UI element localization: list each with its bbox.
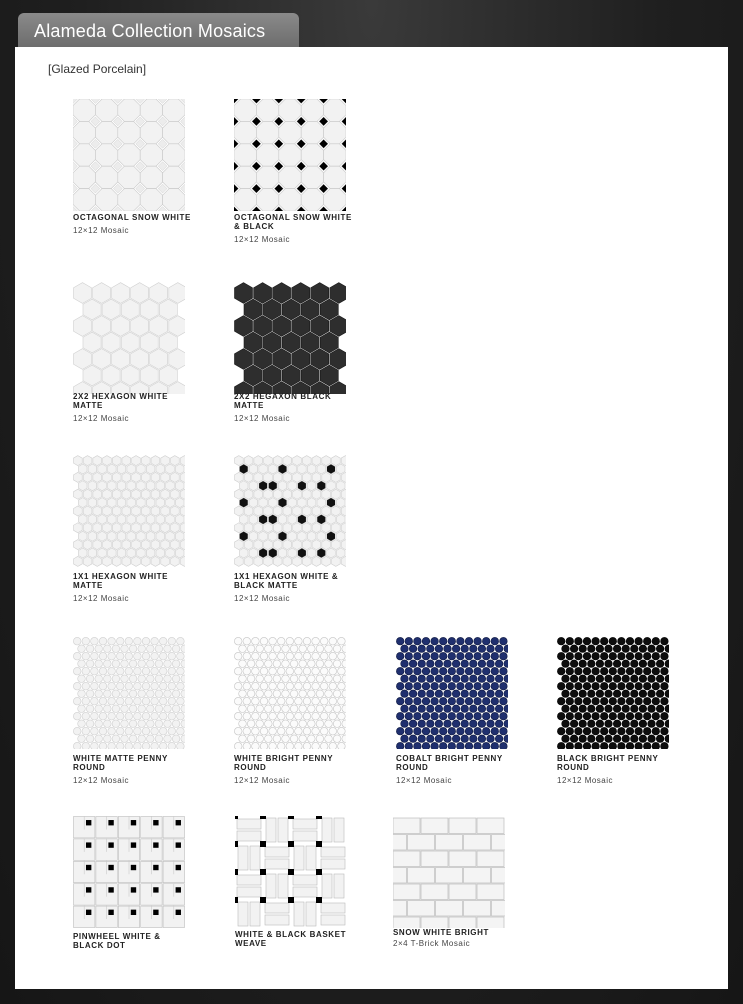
product-size: 2×4 T-Brick Mosaic [393,939,471,948]
product-image[interactable] [557,637,669,749]
product-image[interactable] [235,816,347,928]
product-name: OCTAGONAL SNOW WHITE & BLACK [234,213,352,231]
product-name: COBALT BRIGHT PENNY ROUND [396,754,503,772]
product-size: 12×12 Mosaic [234,776,291,785]
material-subtitle: [Glazed Porcelain] [48,62,147,76]
collection-header-tab [18,13,299,47]
product-size: 12×12 Mosaic [73,594,130,603]
product-name: WHITE MATTE PENNY ROUND [73,754,168,772]
product-image[interactable] [73,99,185,211]
product-name: 1X1 HEXAGON WHITE MATTE [73,572,169,590]
product-name: OCTAGONAL SNOW WHITE [73,213,191,222]
product-size: 12×12 Mosaic [73,226,130,235]
product-image[interactable] [234,99,346,211]
product-name: PINWHEEL WHITE & BLACK DOT [73,932,161,950]
product-image[interactable] [234,282,346,394]
product-image[interactable] [73,637,185,749]
product-size: 12×12 Mosaic [557,776,614,785]
product-image[interactable] [234,455,346,567]
product-size: 12×12 Mosaic [396,776,453,785]
product-size: 12×12 Mosaic [234,594,291,603]
product-name: SNOW WHITE BRIGHT [393,928,489,937]
product-image[interactable] [73,816,185,928]
product-size: 12×12 Mosaic [73,776,130,785]
product-image[interactable] [73,455,185,567]
collection-title: Alameda Collection Mosaics [34,21,266,41]
product-name: BLACK BRIGHT PENNY ROUND [557,754,659,772]
product-name: 2X2 HEGAXON BLACK MATTE [234,392,332,410]
product-size: 12×12 Mosaic [234,235,291,244]
product-image[interactable] [73,282,185,394]
product-image[interactable] [393,816,505,928]
product-name: WHITE & BLACK BASKET WEAVE [235,930,347,948]
product-name: 1X1 HEXAGON WHITE & BLACK MATTE [234,572,339,590]
product-size: 12×12 Mosaic [234,414,291,423]
product-image[interactable] [234,637,346,749]
content-panel [15,47,728,989]
product-name: WHITE BRIGHT PENNY ROUND [234,754,334,772]
product-image[interactable] [396,637,508,749]
product-size: 12×12 Mosaic [73,414,130,423]
product-name: 2X2 HEXAGON WHITE MATTE [73,392,169,410]
